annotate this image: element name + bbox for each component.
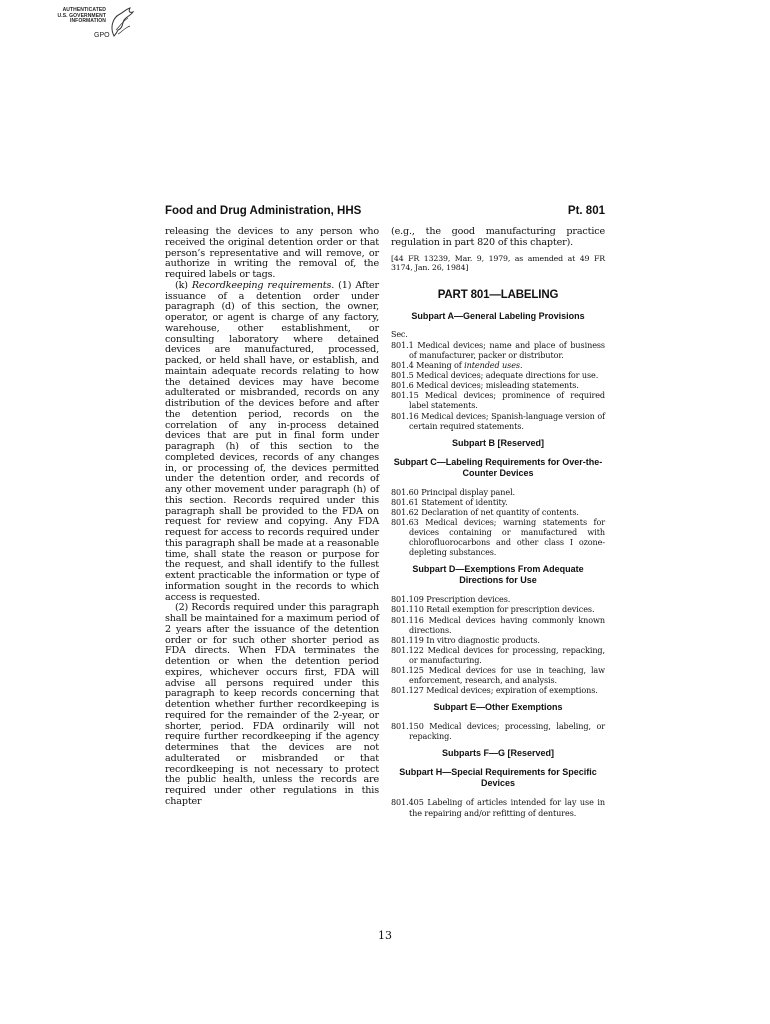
toc-entry: 801.63 Medical devices; warning statements for devices containing or manufactured with chlorofluorocarbons and other class I ozone-depleting substances. — [391, 516, 605, 558]
toc-subpart-d — [391, 594, 605, 695]
toc-entry: 801.125 Medical devices for use in teaching, law enforcement, research, and analysis. — [391, 665, 605, 686]
paragraph: releasing the devices to any person who received the original detention order or that person’s representative and will remove, or authorize in writing the removal of, the required labels or tags. — [165, 226, 379, 280]
paragraph-label: (k) — [175, 279, 192, 291]
toc-entry: 801.405 Labeling of articles intended for lay use in the repairing and/or refitting of dentures. — [391, 797, 605, 818]
subpart-heading: Subparts F—G [Reserved] — [441, 748, 555, 759]
subpart-heading: Subpart C—Labeling Requirements for Over-the-Counter Devices — [393, 456, 603, 478]
section-label: Sec. — [391, 329, 408, 339]
right-column — [391, 227, 605, 818]
gpo-authentication-seal — [40, 6, 140, 46]
toc-subpart-e — [391, 721, 605, 741]
toc-entry: 801.109 Prescription devices. — [391, 594, 511, 605]
subpart-heading: Subpart A—General Labeling Provisions — [411, 310, 585, 321]
toc-entry: 801.61 Statement of identity. — [391, 496, 508, 507]
subpart-heading: Subpart B [Reserved] — [451, 437, 545, 448]
paragraph-heading: Recordkeeping requirements. — [191, 279, 335, 291]
toc-entry: 801.5 Medical devices; adequate directions for use. — [391, 370, 599, 381]
toc-subpart-a — [391, 330, 605, 431]
toc-entry: 801.119 In vitro diagnostic products. — [391, 634, 540, 645]
eagle-icon — [106, 6, 136, 38]
toc-entry: 801.110 Retail exemption for prescription devices. — [391, 604, 595, 615]
subpart-heading: Subpart H—Special Requirements for Specific Devices — [399, 767, 597, 789]
seal-line: AUTHENTICATED — [62, 7, 106, 13]
header-agency: Food and Drug Administration, HHS — [165, 205, 362, 217]
toc-entry — [391, 360, 605, 370]
entry-italic: intended uses — [464, 360, 520, 371]
header-part: Pt. 801 — [567, 205, 605, 217]
toc-entry: 801.1 Medical devices; name and place of business of manufacturer, packer or distributor. — [391, 339, 605, 360]
seal-agency: GPO — [94, 32, 110, 39]
seal-text — [40, 8, 106, 25]
left-column — [165, 227, 379, 808]
subpart-heading: Subpart D—Exemptions From Adequate Directions for Use — [412, 564, 584, 586]
paragraph-text: (1) After issuance of a detention order under paragraph (d) of this section, the owner, operator, or agent is charge of any factory, warehouse, other establishment, or consulting laboratory where detained devices are manufactured, processed, packed, or held shall have, or establish, and maintain adequate records relating to how the detained devices may have become adulterated or misbranded, records on any distribution of the devices before and after the detention period, records on the correlation of any in-process detained devices that are put in final form under paragraph (h) of this section to the completed devices, records of any changes in, or processing of, the devices permitted under the detention order, and records of any other movement under paragraph (h) of this section. Records required under this paragraph shall be provided to the FDA on request for review and copying. Any FDA request for access to records required under this paragraph shall be made at a reasonable time, shall state the reason or purpose for the request, and shall identify to the fullest extent practicable the information or type of information sought in the records to which access is requested. — [165, 279, 379, 603]
toc-entry: 801.116 Medical devices having commonly known directions. — [391, 614, 605, 635]
toc-entry: 801.150 Medical devices; processing, labeling, or repacking. — [391, 721, 605, 742]
paragraph-continuation: (e.g., the good manufacturing practice regulation in part 820 of this chapter). — [391, 226, 605, 248]
entry-number: 801.4 — [391, 360, 417, 371]
entry-end: . — [519, 360, 523, 371]
running-header — [165, 205, 605, 221]
toc-entry: 801.122 Medical devices for processing, repacking, or manufacturing. — [391, 644, 605, 665]
toc-subpart-h — [391, 797, 605, 817]
paragraph: (2) Records required under this paragraph shall be maintained for a maximum period of 2 years after the issuance of the detention order or for such other shorter period as FDA directs. When FDA terminates the detention or when the detention period expires, whichever occurs first, FDA will advise all persons required under this paragraph to keep records concerning that detention whether further recordkeeping is required for the remainder of the 2-year, or shorter, period. FDA ordinarily will not require further recordkeeping if the agency determines that the devices are not adulterated or misbranded or that recordkeeping is not necessary to protect the public health, unless the records are required under other regulations in this chapter — [165, 602, 379, 807]
toc-entry: 801.127 Medical devices; expiration of exemptions. — [391, 685, 598, 696]
toc-entry: 801.60 Principal display panel. — [391, 486, 516, 497]
source-note: [44 FR 13239, Mar. 9, 1979, as amended at 49 FR 3174, Jan. 26, 1984] — [391, 253, 605, 273]
seal-line: U.S. GOVERNMENT — [57, 12, 106, 19]
toc-entry: 801.6 Medical devices; misleading statements. — [391, 380, 579, 391]
page-number: 13 — [378, 929, 392, 942]
toc-entry: 801.15 Medical devices; prominence of required label statements. — [391, 390, 605, 411]
toc-entry: 801.16 Medical devices; Spanish-language version of certain required statements. — [391, 410, 605, 431]
subpart-heading: Subpart E—Other Exemptions — [433, 702, 563, 713]
paragraph — [165, 281, 379, 604]
toc-subpart-c — [391, 487, 605, 558]
seal-line: INFORMATION — [69, 18, 106, 25]
toc-entry: 801.62 Declaration of net quantity of contents. — [391, 506, 579, 517]
part-title: PART 801—LABELING — [437, 289, 559, 302]
entry-text: Meaning of — [416, 360, 465, 371]
